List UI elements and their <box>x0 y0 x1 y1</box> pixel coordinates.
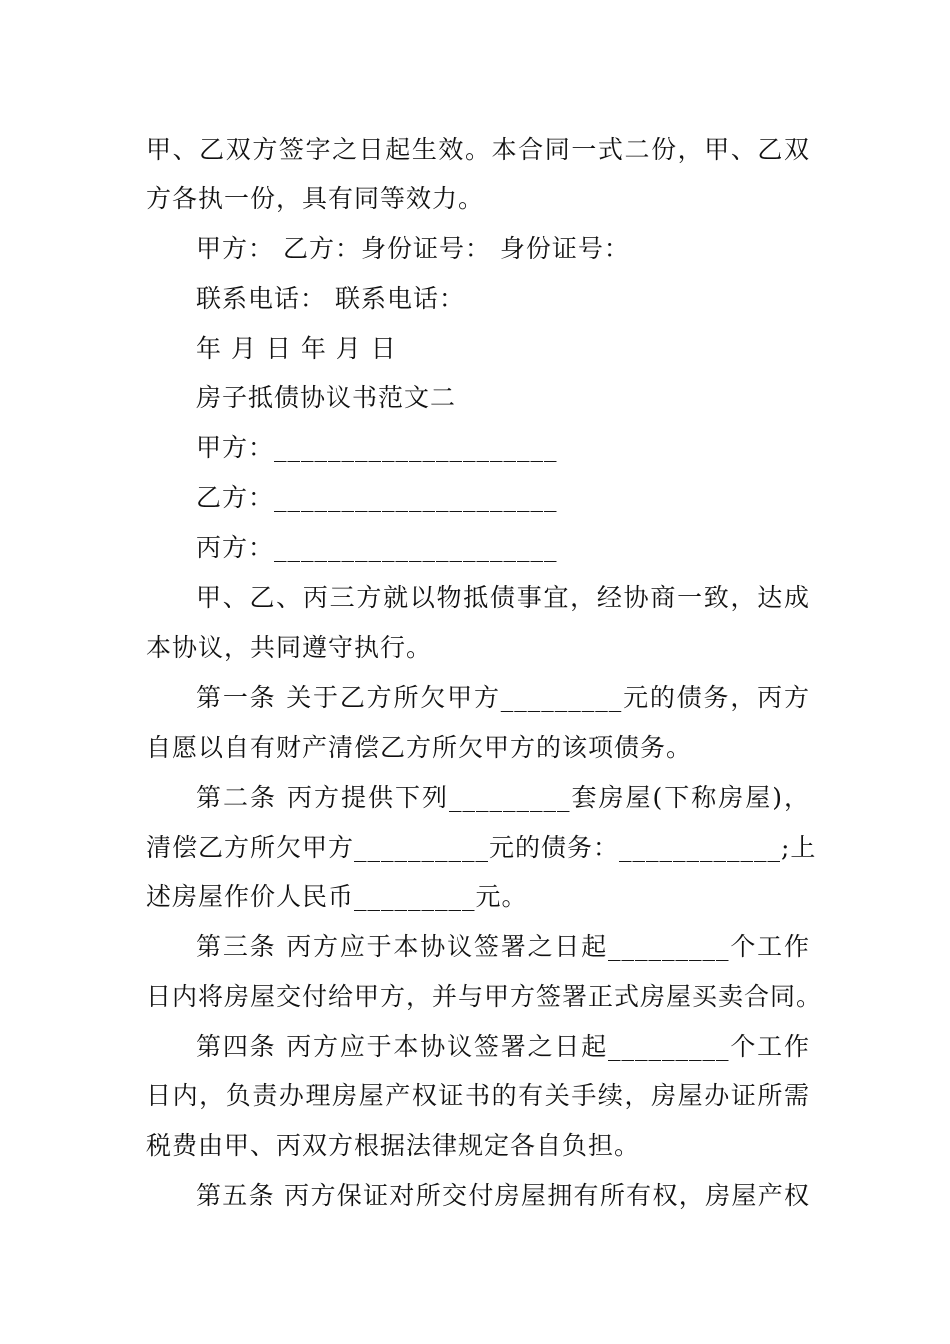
article-5-line: 第五条 丙方保证对所交付房屋拥有所有权，房屋产权 <box>196 1181 810 1210</box>
article-4-line: 日内，负责办理房屋产权证书的有关手续，房屋办证所需 <box>146 1081 810 1110</box>
paragraph-line: 甲、乙双方签字之日起生效。本合同一式二份，甲、乙双 <box>146 135 810 164</box>
paragraph-line: 本协议，共同遵守执行。 <box>146 633 433 662</box>
article-2-line: 清偿乙方所欠甲方__________元的债务：____________;上 <box>146 833 817 862</box>
paragraph-line: 方各执一份，具有同等效力。 <box>146 184 485 213</box>
signature-parties-line: 甲方： 乙方：身份证号： 身份证号： <box>196 234 630 263</box>
article-4-line: 第四条 丙方应于本协议签署之日起_________个工作 <box>196 1032 810 1061</box>
article-3-line: 日内将房屋交付给甲方，并与甲方签署正式房屋买卖合同。 <box>146 982 823 1011</box>
article-2-line: 第二条 丙方提供下列_________套房屋(下称房屋)， <box>196 783 810 812</box>
party-a-line: 甲方：_____________________ <box>196 433 558 462</box>
article-1-line: 自愿以自有财产清偿乙方所欠甲方的该项债务。 <box>146 733 693 762</box>
contact-phone-line: 联系电话： 联系电话： <box>196 284 465 313</box>
article-1-line: 第一条 关于乙方所欠甲方_________元的债务，丙方 <box>196 683 810 712</box>
section-title: 房子抵债协议书范文二 <box>196 383 457 412</box>
article-3-line: 第三条 丙方应于本协议签署之日起_________个工作 <box>196 932 810 961</box>
paragraph-line: 甲、乙、丙三方就以物抵债事宜，经协商一致，达成 <box>196 583 810 612</box>
date-line: 年 月 日 年 月 日 <box>196 334 397 363</box>
party-c-line: 丙方：_____________________ <box>196 533 558 562</box>
article-2-line: 述房屋作价人民币_________元。 <box>146 882 528 911</box>
article-4-line: 税费由甲、丙双方根据法律规定各自负担。 <box>146 1131 641 1160</box>
party-b-line: 乙方：_____________________ <box>196 483 558 512</box>
